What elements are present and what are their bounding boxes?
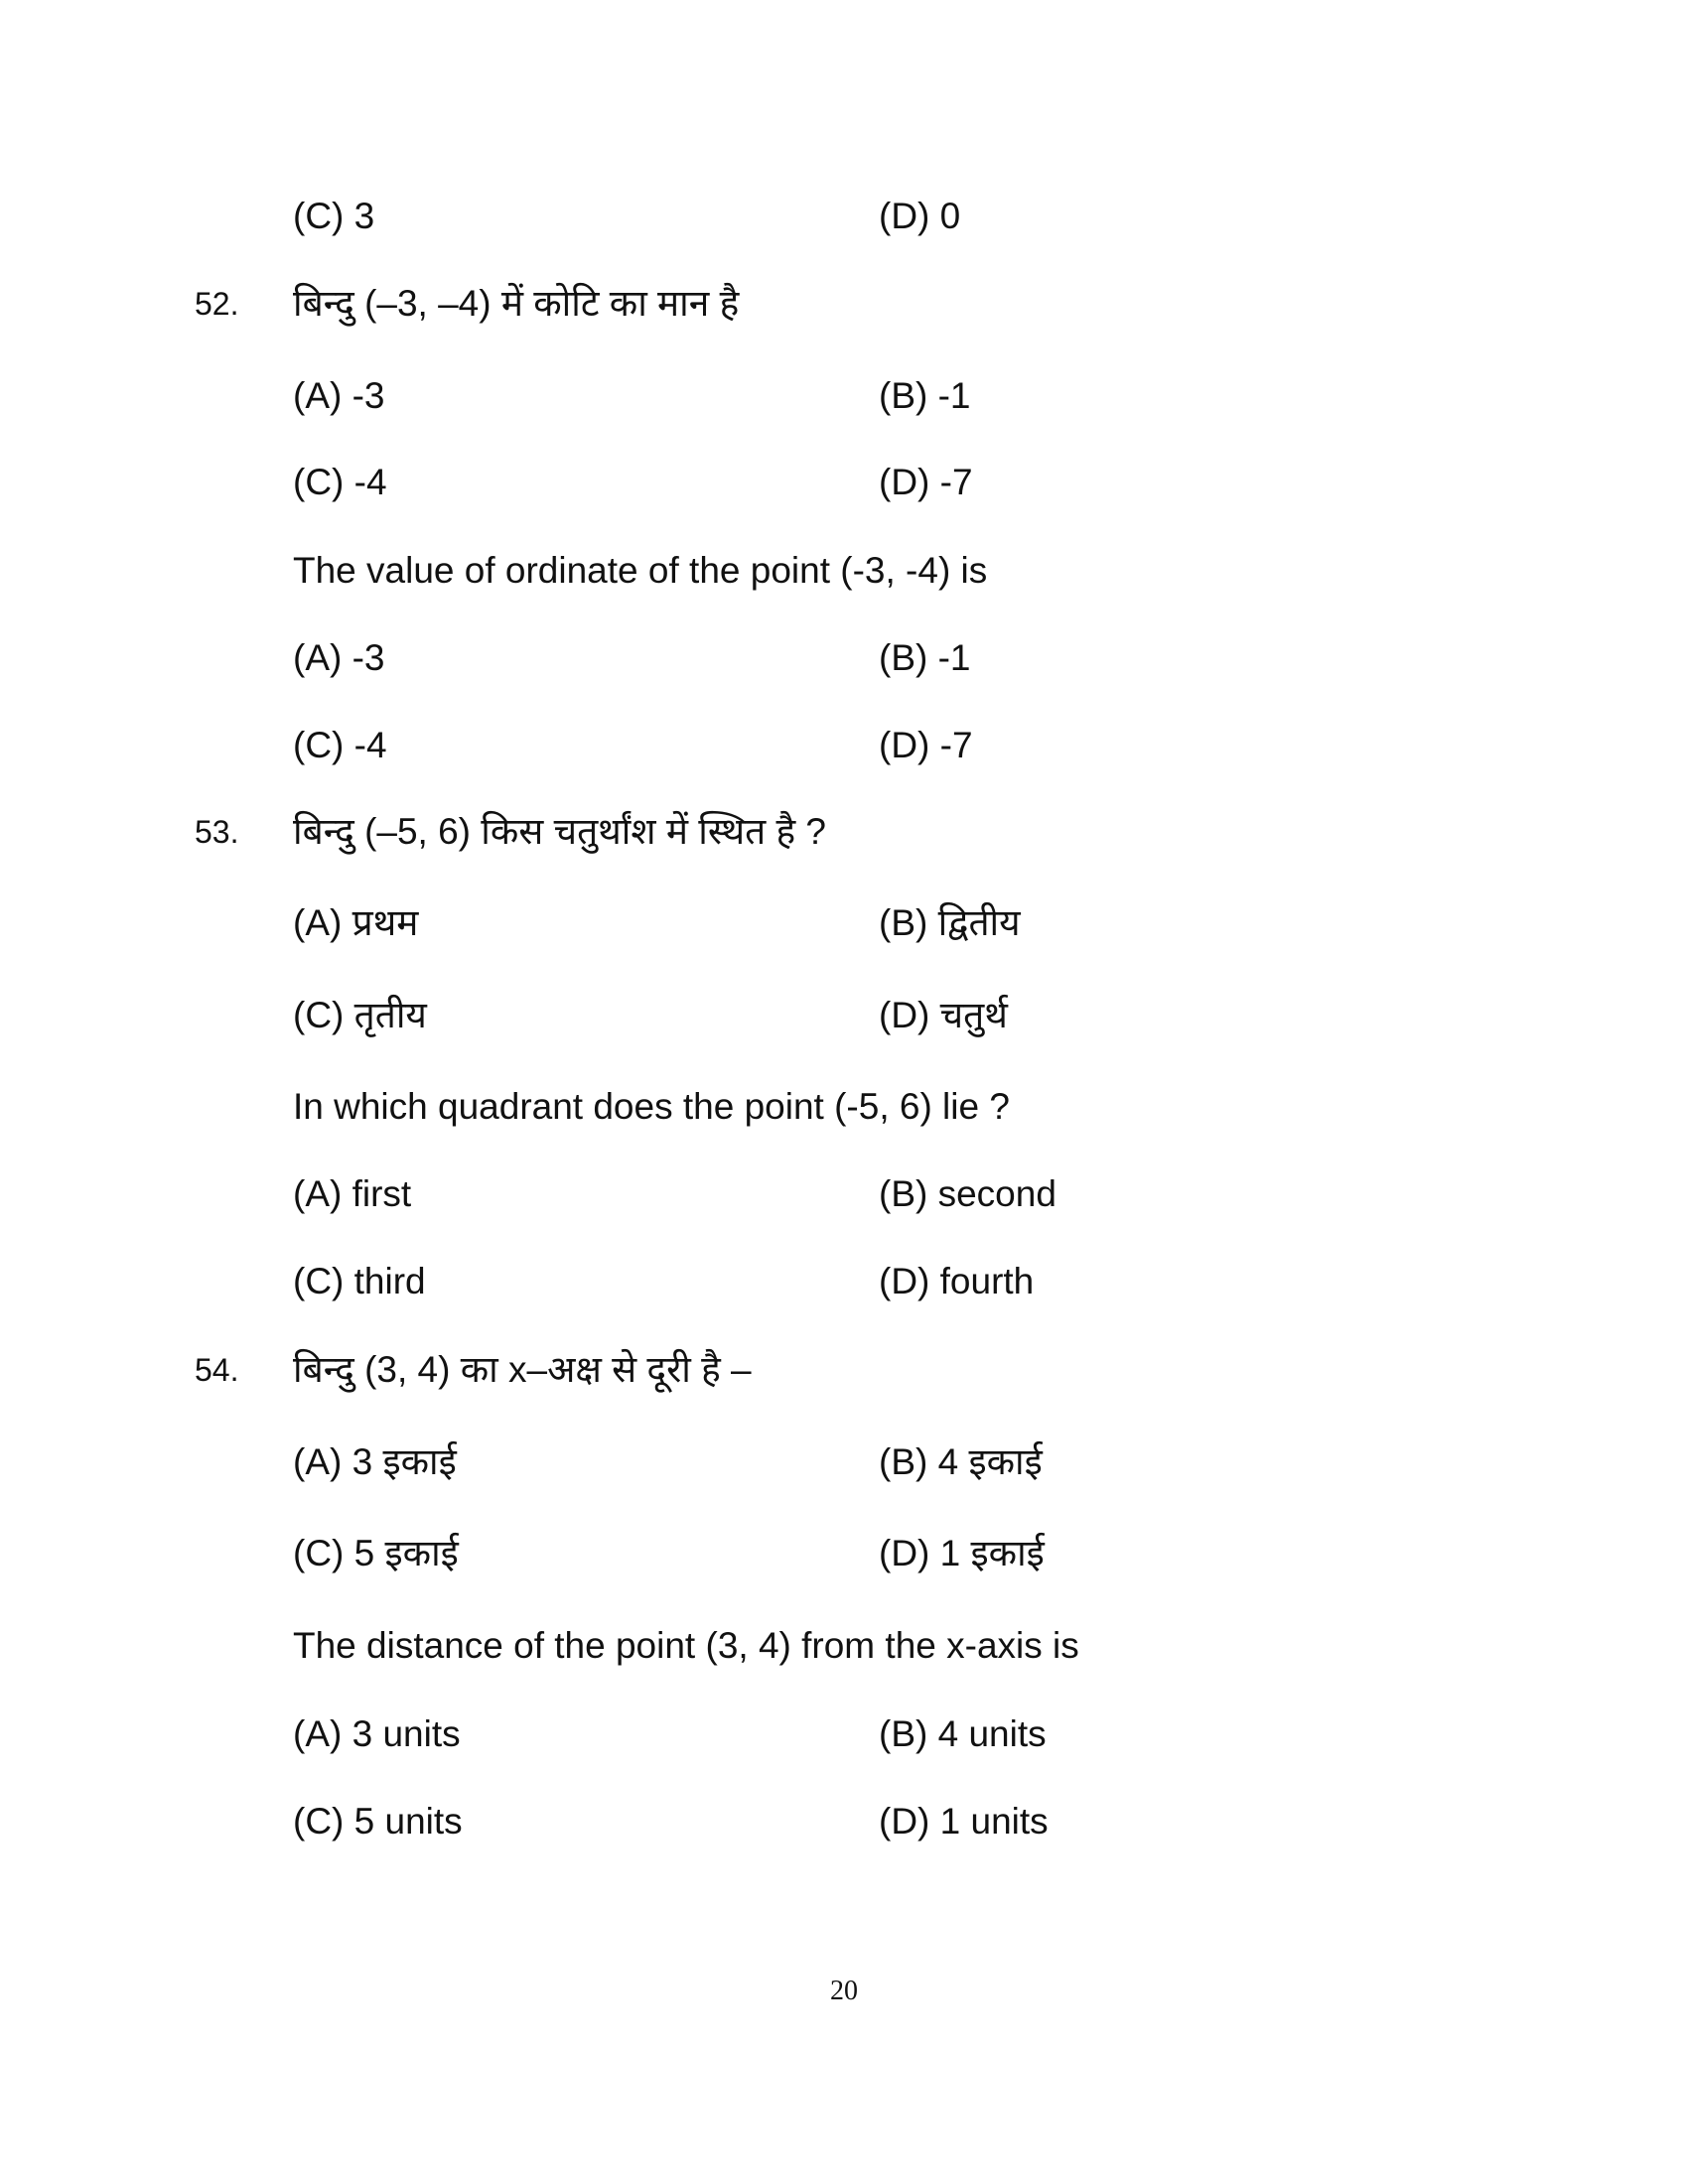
q52-hindi-option-d: (D) -7 [879, 462, 973, 502]
q53-english-option-d: (D) fourth [879, 1261, 1035, 1301]
q54-hindi-text: बिन्दु (3, 4) का x–अक्ष से दूरी है – [293, 1349, 752, 1390]
q54-hindi-option-c: (C) 5 इकाई [293, 1533, 459, 1573]
q51-option-d: (D) 0 [879, 196, 961, 236]
question-number-53: 53. [195, 814, 239, 850]
q54-hindi-option-a: (A) 3 इकाई [293, 1441, 457, 1482]
q51-option-c: (C) 3 [293, 196, 375, 236]
q52-english-option-a: (A) -3 [293, 637, 385, 678]
q53-hindi-option-a: (A) प्रथम [293, 902, 419, 943]
q53-english-text: In which quadrant does the point (-5, 6) lie ? [293, 1086, 1010, 1127]
q52-english-text: The value of ordinate of the point (-3, -4) is [293, 550, 988, 591]
q54-hindi-option-d: (D) 1 इकाई [879, 1533, 1045, 1573]
q53-hindi-option-c: (C) तृतीय [293, 995, 427, 1035]
q54-english-option-c: (C) 5 units [293, 1801, 463, 1842]
q52-hindi-option-a: (A) -3 [293, 375, 385, 416]
q53-english-option-b: (B) second [879, 1173, 1056, 1214]
q52-english-option-d: (D) -7 [879, 725, 973, 765]
q53-english-option-a: (A) first [293, 1173, 412, 1214]
q54-english-text: The distance of the point (3, 4) from the x-axis is [293, 1625, 1079, 1666]
q53-hindi-option-b: (B) द्वितीय [879, 902, 1021, 943]
question-number-52: 52. [195, 286, 239, 322]
q54-english-option-d: (D) 1 units [879, 1801, 1049, 1842]
q52-english-option-c: (C) -4 [293, 725, 387, 765]
q53-hindi-text: बिन्दु (–5, 6) किस चतुर्थांश में स्थित है ? [293, 811, 826, 852]
q54-english-option-a: (A) 3 units [293, 1713, 461, 1754]
q54-hindi-option-b: (B) 4 इकाई [879, 1441, 1043, 1482]
q52-english-option-b: (B) -1 [879, 637, 971, 678]
q52-hindi-option-b: (B) -1 [879, 375, 971, 416]
q52-hindi-option-c: (C) -4 [293, 462, 387, 502]
page-number: 20 [830, 1976, 858, 2006]
q53-hindi-option-d: (D) चतुर्थ [879, 995, 1008, 1035]
question-number-54: 54. [195, 1352, 239, 1388]
q53-english-option-c: (C) third [293, 1261, 426, 1301]
q52-hindi-text: बिन्दु (–3, –4) में कोटि का मान है [293, 283, 740, 324]
q54-english-option-b: (B) 4 units [879, 1713, 1047, 1754]
